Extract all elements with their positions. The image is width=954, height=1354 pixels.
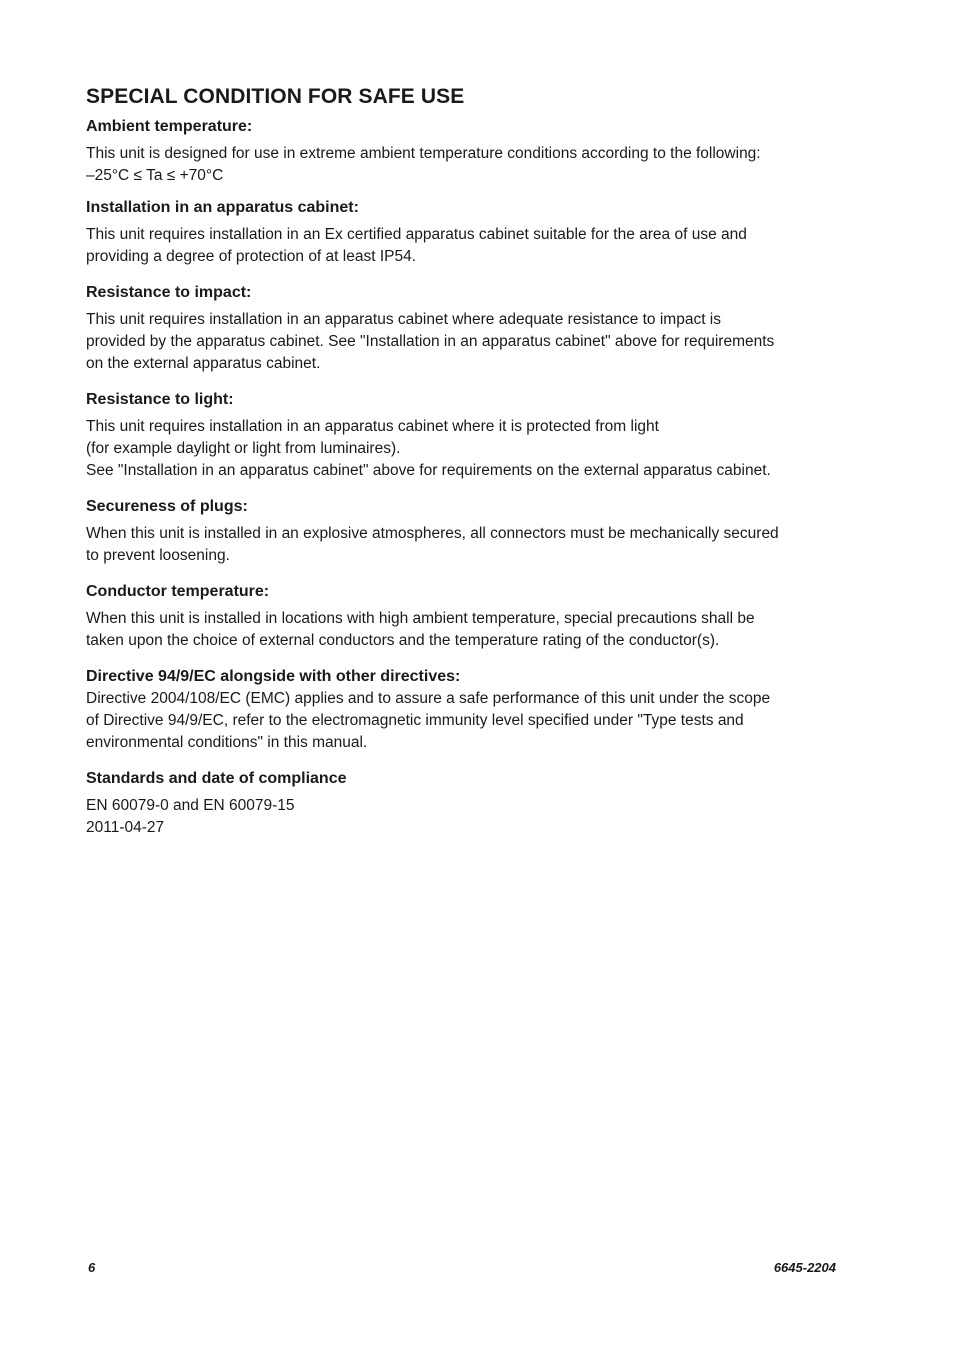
body-line: provided by the apparatus cabinet. See "Installation in an apparatus cabinet" above for requirements (86, 333, 775, 350)
section-resistance-light (86, 389, 846, 482)
body-line: on the external apparatus cabinet. (86, 355, 321, 372)
section-ambient-temperature (86, 116, 846, 187)
section-heading: Installation in an apparatus cabinet: (86, 199, 359, 216)
body-line: of Directive 94/9/EC, refer to the electromagnetic immunity level specified under "Type tests and (86, 712, 744, 729)
body-line: This unit is designed for use in extreme ambient temperature conditions according to the following: (86, 145, 761, 162)
document-code: 6645-2204 (773, 1260, 836, 1275)
section-directive (86, 666, 846, 754)
section-heading: Directive 94/9/EC alongside with other directives: (86, 668, 461, 685)
body-line: to prevent loosening. (86, 547, 230, 564)
body-line: Directive 2004/108/EC (EMC) applies and to assure a safe performance of this unit under the scope (86, 690, 771, 707)
section-standards (86, 768, 846, 839)
section-body (86, 224, 846, 268)
page-title: SPECIAL CONDITION FOR SAFE USE (86, 85, 465, 108)
body-line: This unit requires installation in an apparatus cabinet where it is protected from light (86, 418, 659, 435)
body-line: When this unit is installed in an explosive atmospheres, all connectors must be mechanically secured (86, 525, 779, 542)
body-line: 2011-04-27 (86, 819, 165, 836)
section-body (86, 523, 846, 567)
body-line: environmental conditions" in this manual. (86, 734, 368, 751)
body-line: EN 60079-0 and EN 60079-15 (86, 797, 295, 814)
section-heading: Secureness of plugs: (86, 498, 248, 515)
body-line: This unit requires installation in an Ex certified apparatus cabinet suitable for the area of use and (86, 226, 747, 243)
body-line: When this unit is installed in locations with high ambient temperature, special precautions shall be (86, 610, 755, 627)
section-body (86, 608, 846, 652)
body-line: providing a degree of protection of at least IP54. (86, 248, 417, 265)
body-line: (for example daylight or light from luminaires). (86, 440, 401, 457)
section-body (86, 795, 846, 839)
section-heading: Standards and date of compliance (86, 770, 347, 787)
section-heading: Ambient temperature: (86, 118, 253, 135)
body-line: See "Installation in an apparatus cabinet" above for requirements on the external apparatus cabinet. (86, 462, 771, 479)
section-heading: Conductor temperature: (86, 583, 270, 600)
section-body (86, 143, 846, 187)
section-body (86, 688, 846, 754)
body-line: This unit requires installation in an apparatus cabinet where adequate resistance to impact is (86, 311, 722, 328)
document-page (86, 84, 846, 839)
section-conductor-temperature (86, 581, 846, 652)
page-number: 6 (88, 1260, 96, 1275)
body-line: taken upon the choice of external conductors and the temperature rating of the conductor(s). (86, 632, 720, 649)
section-heading: Resistance to impact: (86, 284, 252, 301)
section-resistance-impact (86, 282, 846, 375)
section-installation-cabinet (86, 197, 846, 268)
section-body (86, 416, 846, 482)
body-line: –25°C ≤ Ta ≤ +70°C (86, 167, 224, 184)
section-body (86, 309, 846, 375)
section-heading: Resistance to light: (86, 391, 234, 408)
section-secureness-plugs (86, 496, 846, 567)
